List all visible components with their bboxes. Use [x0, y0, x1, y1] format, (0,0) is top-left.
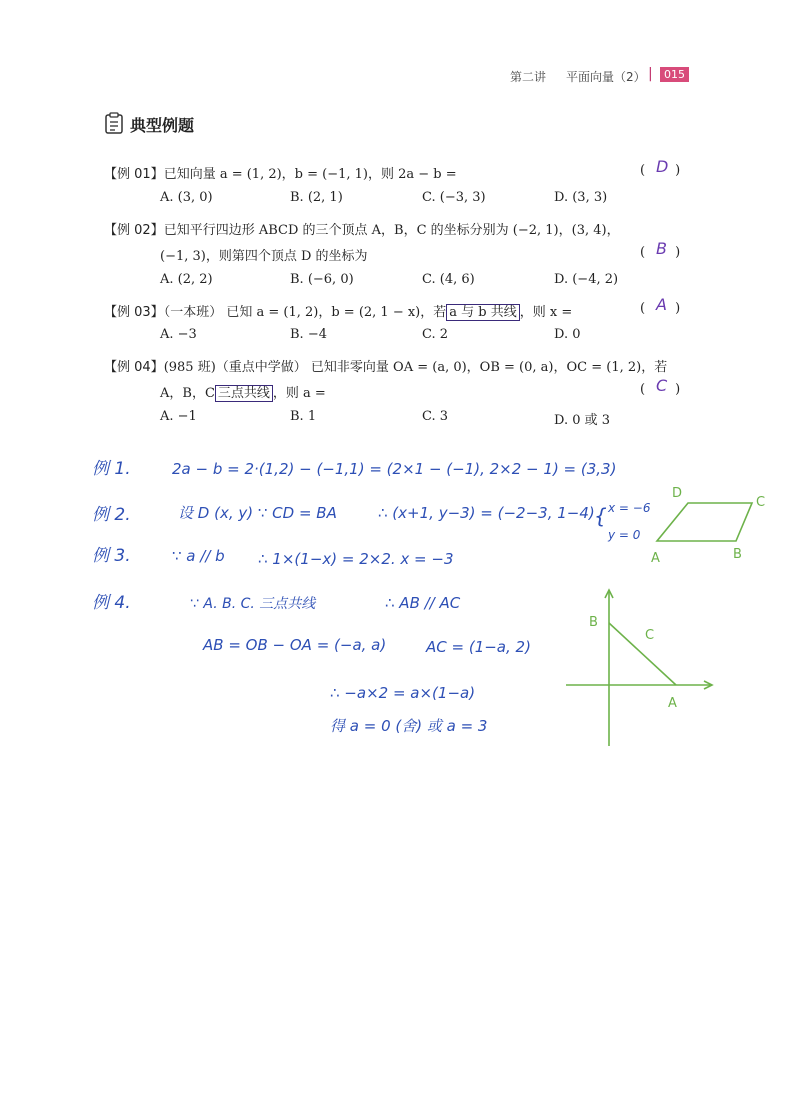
header-divider: | [648, 66, 653, 82]
question-text-end: ，则 x = [519, 305, 573, 320]
answer-bracket-03: ( ) A [640, 295, 681, 316]
answer-bracket-01: ( ) D [640, 157, 681, 178]
answer-bracket-04: ( ) C [640, 376, 681, 397]
option-c: C. 2 [422, 327, 449, 342]
vertex-b-label: B [733, 547, 742, 562]
question-label: 【例 01】 [104, 167, 164, 182]
question-text: 已知 a = (1, 2)，b = (2, 1 − x)，若 [226, 305, 447, 320]
option-b: B. (−6, 0) [290, 272, 354, 287]
question-text-end: ，则 a = [272, 386, 326, 401]
boxed-condition: a 与 b 共线 [446, 304, 519, 321]
hw-brace: { [594, 504, 607, 528]
question-label: 【例 04】 [104, 360, 164, 375]
option-b: B. −4 [290, 327, 327, 342]
topic-label: 平面向量（2） [566, 70, 646, 84]
hw-work-4f: 得 a = 0 (舍) 或 a = 3 [330, 717, 488, 735]
parallelogram-diagram [657, 503, 752, 541]
hw-system-2: y = 0 [608, 528, 641, 542]
option-b: B. (2, 1) [290, 190, 343, 205]
hw-work-4d: AC = (1−a, 2) [426, 638, 531, 656]
hw-work-2a: 设 D (x, y) ∵ CD = BA [178, 504, 337, 522]
segment-ba [609, 623, 676, 685]
point-a-label: A [668, 696, 677, 711]
hw-work-2b: ∴ (x+1, y−3) = (−2−3, 1−4) [378, 504, 595, 522]
option-c: C. (4, 6) [422, 272, 475, 287]
question-tag: （一本班） [163, 305, 223, 320]
option-d: D. 0 [554, 327, 581, 342]
hw-label-4: 例 4. [92, 593, 131, 613]
option-d: D. (3, 3) [554, 190, 608, 205]
page-number: 015 [660, 67, 689, 82]
section-title-text: 典型例题 [130, 116, 195, 135]
option-a: A. (2, 2) [160, 272, 213, 287]
vertex-c-label: C [756, 495, 766, 510]
hw-work-3a: ∵ a // b [172, 547, 225, 565]
lecture-label: 第二讲 [510, 70, 547, 84]
option-c: C. (−3, 3) [422, 190, 486, 205]
option-a: A. (3, 0) [160, 190, 213, 205]
answer-mark: A [656, 295, 667, 314]
hw-work-4b: ∴ AB // AC [385, 594, 461, 612]
hw-work-1: 2a − b = 2·(1,2) − (−1,1) = (2×1 − (−1), 2×2 − 1) = (3,3) [172, 460, 617, 478]
question-label: 【例 03】 [104, 305, 164, 320]
option-a: A. −3 [160, 327, 197, 342]
hw-label-2: 例 2. [92, 505, 131, 525]
hw-system-1: x = −6 [608, 501, 651, 515]
option-d: D. (−4, 2) [554, 272, 619, 287]
vertex-d-label: D [672, 486, 683, 501]
boxed-condition: 三点共线 [215, 385, 273, 402]
hw-work-4e: ∴ −a×2 = a×(1−a) [330, 684, 476, 702]
answer-bracket-02: ( ) B [640, 239, 681, 260]
question-tag: (985 班)（重点中学做） [163, 360, 307, 375]
point-c-label: C [645, 628, 655, 643]
option-c: C. 3 [422, 409, 449, 424]
question-text: A，B，C [160, 386, 215, 401]
hw-work-4a: ∵ A. B. C. 三点共线 [190, 596, 316, 612]
hw-work-4c: AB = OB − OA = (−a, a) [203, 636, 387, 654]
option-d: D. 0 或 3 [554, 413, 611, 428]
option-a: A. −1 [160, 409, 197, 424]
answer-mark: C [656, 376, 668, 395]
option-b: B. 1 [290, 409, 317, 424]
question-02-line2: (−1, 3)，则第四个顶点 D 的坐标为 [160, 249, 368, 264]
answer-mark: D [656, 157, 669, 176]
vertex-a-label: A [651, 551, 660, 566]
question-text: 已知非零向量 OA = (a, 0)，OB = (0, a)，OC = (1, 2)，若 [310, 360, 668, 375]
answer-mark: B [656, 239, 667, 258]
hw-label-3: 例 3. [92, 546, 131, 566]
hw-label-1: 例 1. [92, 459, 131, 479]
question-label: 【例 02】 [104, 223, 164, 238]
question-text: 已知向量 a = (1, 2)，b = (−1, 1)，则 2a − b = [163, 167, 457, 182]
hw-work-3b: ∴ 1×(1−x) = 2×2. x = −3 [258, 550, 454, 568]
point-b-label: B [589, 615, 598, 630]
question-text: 已知平行四边形 ABCD 的三个顶点 A，B，C 的坐标分别为 (−2, 1)，(3, 4)， [163, 223, 620, 238]
